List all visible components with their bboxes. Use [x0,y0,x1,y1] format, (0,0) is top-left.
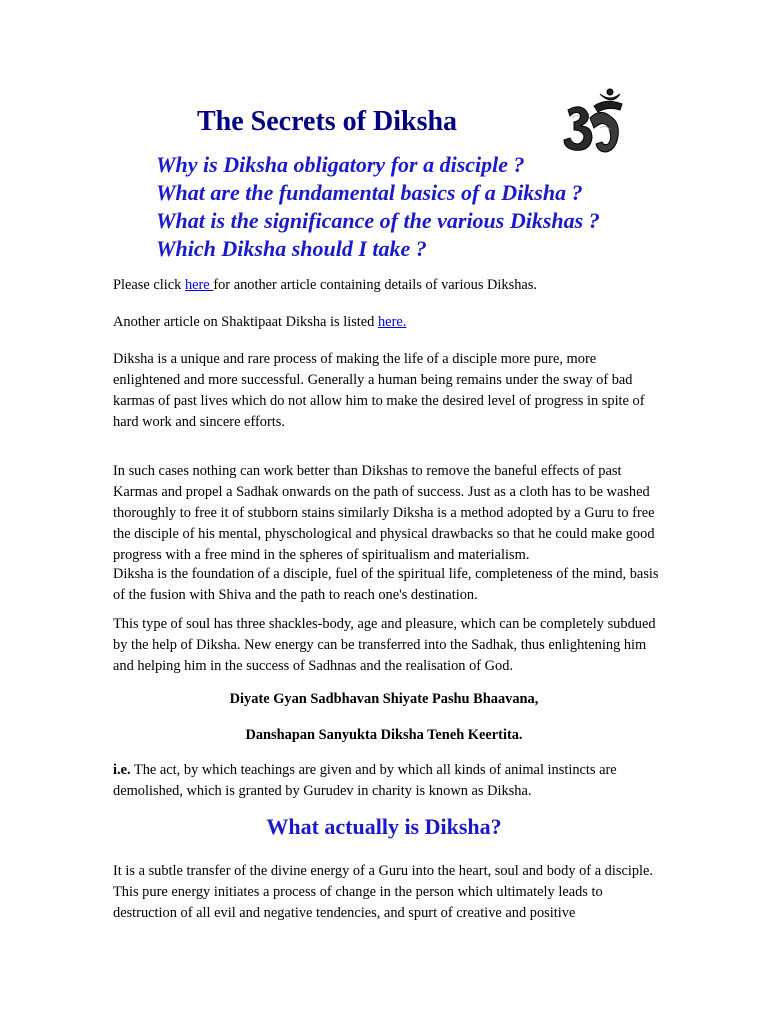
body-paragraph: It is a subtle transfer of the divine energy of a Guru into the heart, soul and body of a disciple. This pure energy initiates a process of change in the person which ultimately leads to destruction of all evil and negative tendencies, and spurt of creative and positive [113,863,654,921]
intro-paragraph-2 [113,312,665,333]
page-title: The Secrets of Diksha [197,106,458,137]
meaning-text: The act, by which teachings are given and by which all kinds of animal instincts are demolished, which is granted by Gurudev in charity is known as Diksha. [113,762,617,799]
shaktipaat-article-link[interactable]: here. [377,314,407,330]
body-paragraph: This type of soul has three shackles-body, age and pleasure, which can be completely subdued by the help of Diksha. New energy can be transferred into the Sadhak, thus enlightening him and helping him in the success of Sadhnas and the realisation of God. [113,616,656,674]
intro-paragraph-1 [113,275,665,296]
body-paragraph: In such cases nothing can work better than Dikshas to remove the baneful effects of past Karmas and propel a Sadhak onwards on the path of success. Just as a cloth has to be washed thoroughly to free it of stubborn stains similarly Diksha is a method adopted by a Guru to free the disciple of his mental, physchological and physical drawbacks so that he could make good progress with a free mind in the spheres of spiritualism and materialism. [113,463,655,563]
body-paragraph: Diksha is the foundation of a disciple, fuel of the spiritual life, completeness of the mind, basis of the fusion with Shiva and the path to reach one's destination. [113,566,659,603]
question-item: Which Diksha should I take ? [156,236,427,261]
ie-label: i.e. [113,762,131,778]
verse-line: Danshapan Sanyukta Diksha Teneh Keertita. [245,727,523,743]
question-item: What is the significance of the various Dikshas ? [156,208,600,233]
om-symbol-icon [560,88,628,156]
verse-line: Diyate Gyan Sadbhavan Shiyate Pashu Bhaavana, [229,691,539,707]
question-item: Why is Diksha obligatory for a disciple ? [156,152,525,177]
dikshas-article-link[interactable]: here [184,277,214,293]
section-heading: What actually is Diksha? [266,814,502,839]
meaning-paragraph [113,760,665,802]
question-item: What are the fundamental basics of a Diksha ? [156,180,583,205]
intro-text: for another article containing details of various Dikshas. [213,277,538,293]
intro-text: Please click [113,277,185,293]
intro-text: Another article on Shaktipaat Diksha is listed [113,314,378,330]
body-paragraph: Diksha is a unique and rare process of making the life of a disciple more pure, more enlightened and more successful. Generally a human being remains under the sway of bad karmas of past lives which do not allow him to make the desired level of progress in spite of hard work and sincere efforts. [113,351,645,430]
question-list [156,151,600,263]
